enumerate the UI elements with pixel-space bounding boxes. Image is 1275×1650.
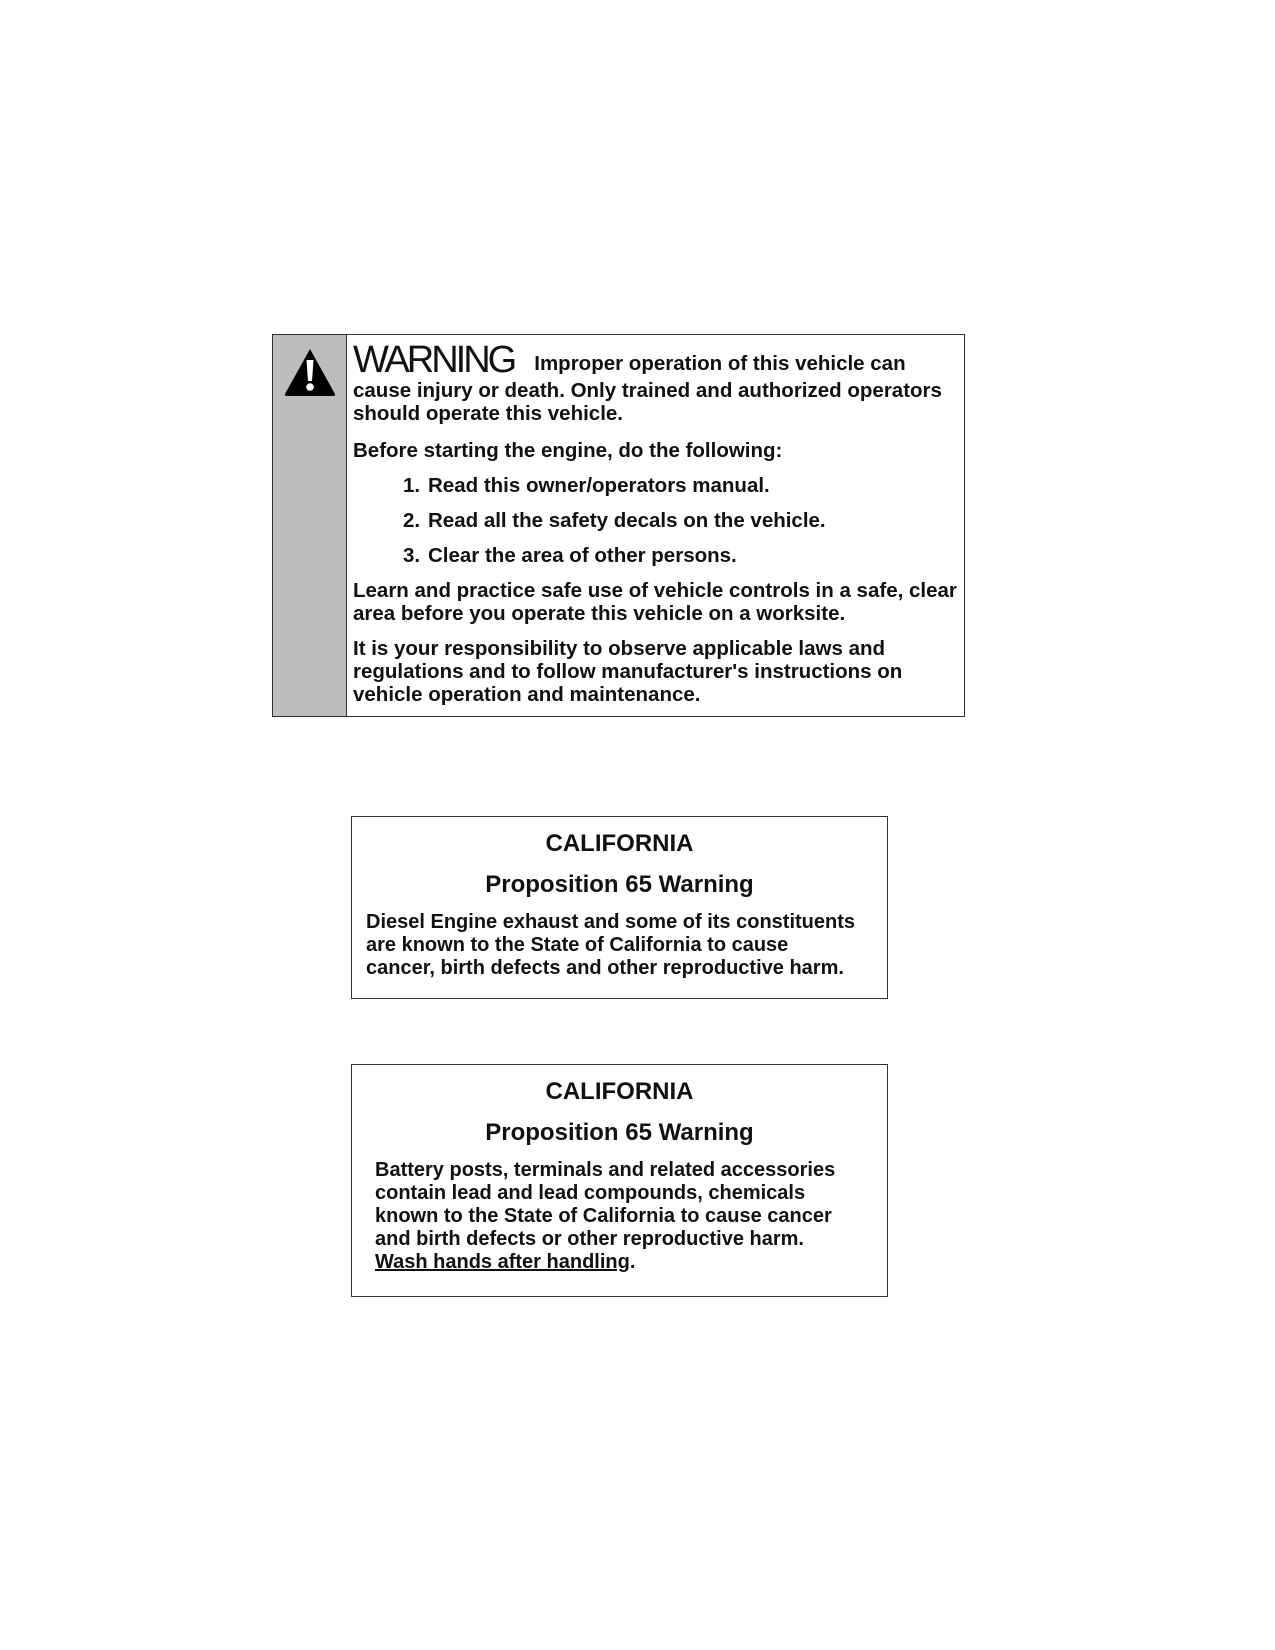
prop65-subheading: Proposition 65 Warning [485, 871, 754, 898]
warning-intro-paragraph [353, 341, 958, 425]
prop65-heading: CALIFORNIA [545, 1078, 694, 1105]
warning-body [347, 335, 964, 716]
warning-practice-paragraph: Learn and practice safe use of vehicle controls in a safe, clear area before you operate this vehicle on a worksite. [353, 579, 957, 625]
warning-title: WARNING [353, 339, 515, 381]
warning-intro: Improper operation of this vehicle can cause injury or death. Only trained and authorized operators should operate this vehicle. [353, 352, 942, 425]
prop65-diesel-box [351, 816, 888, 999]
prop65-diesel-text: Diesel Engine exhaust and some of its constituents are known to the State of California to cause cancer, birth defects and other reproductive harm. [366, 911, 855, 979]
prop65-subheading: Proposition 65 Warning [485, 1119, 754, 1146]
wash-hands-notice: Wash hands after handling [375, 1251, 630, 1273]
warning-triangle-icon [283, 347, 337, 397]
warning-before-start: Before starting the engine, do the following: [353, 439, 783, 462]
prop65-heading: CALIFORNIA [545, 830, 694, 857]
vehicle-warning-box [272, 334, 965, 717]
prop65-battery-text: Battery posts, terminals and related accessories contain lead and lead compounds, chemicals known to the State of California to cause cancer and birth defects or other reproductive harm. Wash hands after handling. [375, 1159, 836, 1273]
list-item: 2. Read all the safety decals on the vehicle. [403, 509, 826, 532]
prop65-battery-box [351, 1064, 888, 1297]
warning-responsibility-paragraph: It is your responsibility to observe applicable laws and regulations and to follow manufacturer's instructions on vehicle operation and maintenance. [353, 637, 903, 706]
warning-steps-list [353, 474, 958, 567]
list-item: 1. Read this owner/operators manual. [403, 474, 770, 497]
list-item: 3. Clear the area of other persons. [403, 544, 737, 567]
warning-sidebar [273, 335, 347, 716]
